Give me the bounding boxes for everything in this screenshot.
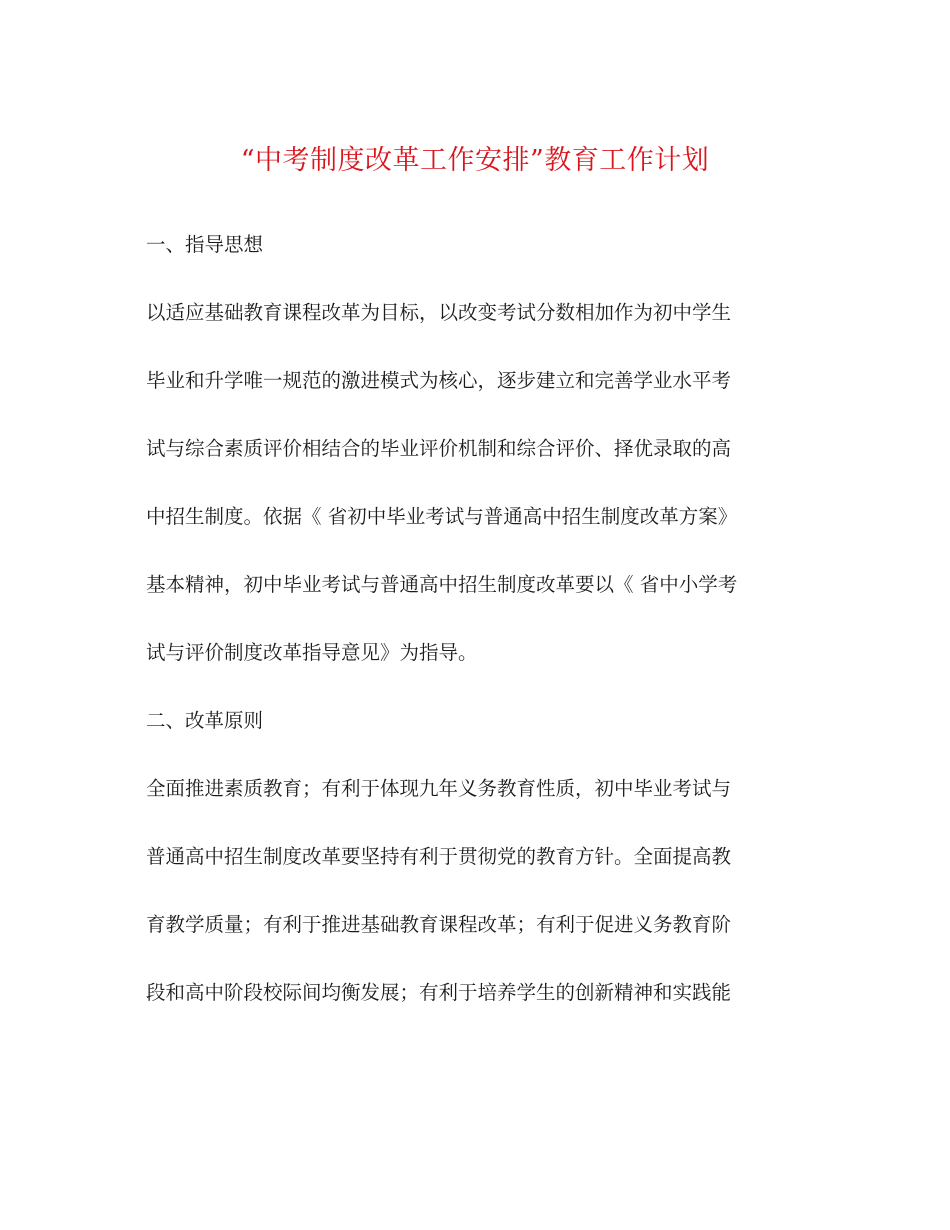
paragraph-line: 段和高中阶段校际间均衡发展；有利于培养学生的创新精神和实践能 — [146, 981, 732, 1004]
document-body — [146, 222, 806, 1038]
paragraph-line: 以适应基础教育课程改革为目标，以改变考试分数相加作为初中学生 — [146, 301, 732, 324]
paragraph-line: 基本精神，初中毕业考试与普通高中招生制度改革要以《 省中小学考 — [146, 573, 738, 596]
document-title: “中考制度改革工作安排”教育工作计划 — [240, 145, 710, 176]
paragraph-line: 毕业和升学唯一规范的激进模式为核心，逐步建立和完善学业水平考 — [146, 369, 732, 392]
paragraph-line: 普通高中招生制度改革要坚持有利于贯彻党的教育方针。全面提高教 — [146, 845, 732, 868]
paragraph-line: 育教学质量；有利于推进基础教育课程改革；有利于促进义务教育阶 — [146, 913, 732, 936]
section-heading-guiding-ideology: 一、指导思想 — [146, 233, 264, 256]
section-heading-reform-principles: 二、改革原则 — [146, 709, 264, 732]
paragraph-line: 全面推进素质教育；有利于体现九年义务教育性质，初中毕业考试与 — [146, 777, 732, 800]
paragraph-line: 试与综合素质评价相结合的毕业评价机制和综合评价、择优录取的高 — [146, 437, 732, 460]
paragraph-line: 试与评价制度改革指导意见》为指导。 — [146, 641, 478, 664]
paragraph-line: 中招生制度。依据《 省初中毕业考试与普通高中招生制度改革方案》 — [146, 505, 738, 528]
